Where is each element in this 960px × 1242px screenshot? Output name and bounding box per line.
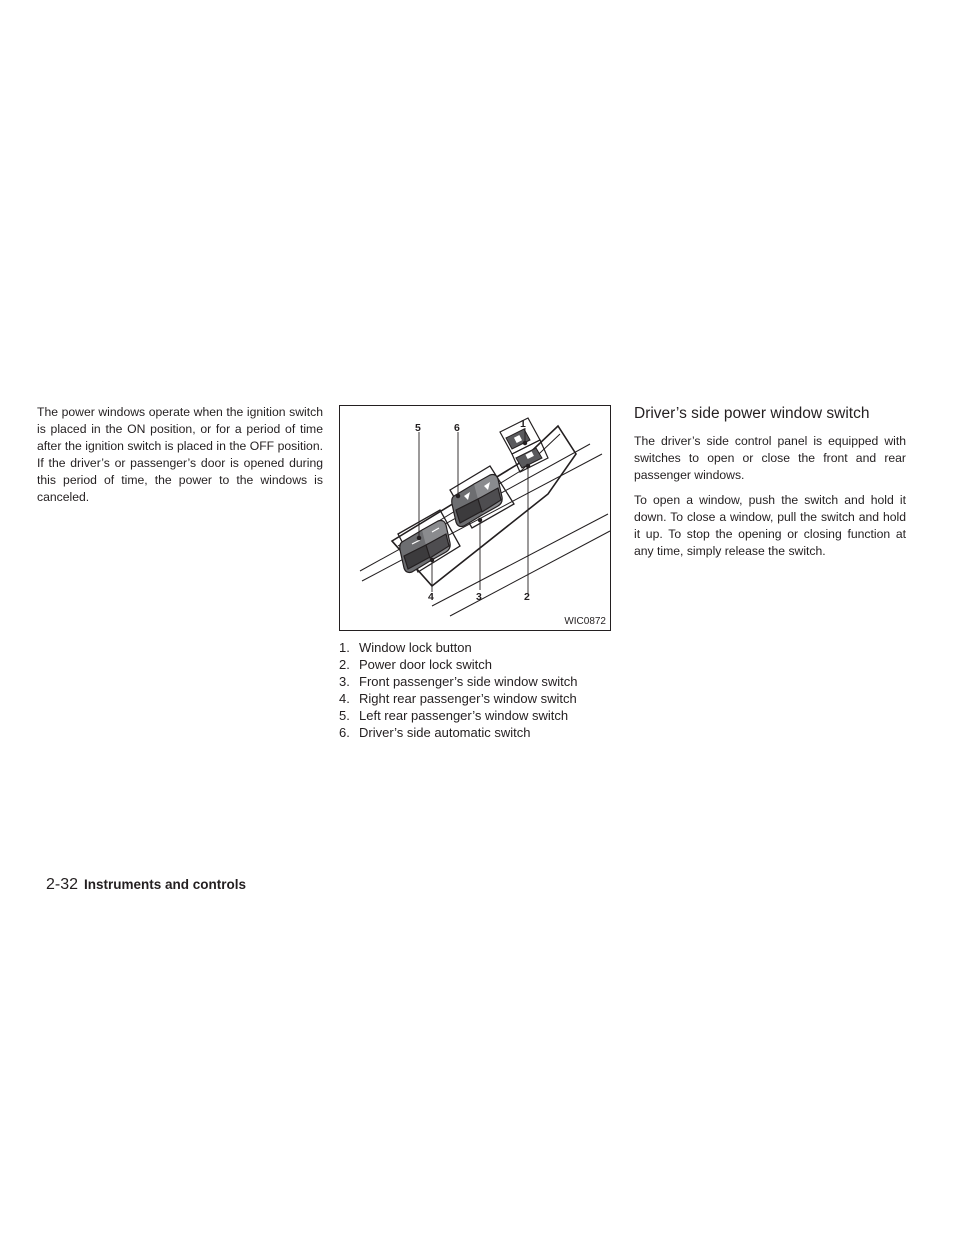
legend-number: 4. [339, 690, 350, 706]
section-name: Instruments and controls [84, 877, 247, 892]
legend-text: Driver’s side automatic switch [359, 724, 531, 740]
window-switch-figure [339, 405, 611, 631]
callout-3: 3 [476, 591, 482, 603]
legend-item [339, 674, 615, 691]
body-paragraph: The driver’s side control panel is equipped with switches to open or close the front and rear passenger windows. [634, 434, 906, 482]
callout-1: 1 [520, 418, 526, 430]
callout-6: 6 [454, 422, 460, 434]
section-heading: Driver’s side power window switch [634, 405, 870, 422]
legend-text: Front passenger’s side window switch [359, 673, 578, 689]
callout-2: 2 [524, 591, 530, 603]
callout-5: 5 [415, 422, 421, 434]
legend-text: Power door lock switch [359, 656, 492, 672]
legend-text: Left rear passenger’s window switch [359, 707, 569, 723]
right-column [634, 404, 906, 560]
legend-number: 6. [339, 724, 350, 740]
legend-item [339, 708, 615, 725]
body-paragraph: To open a window, push the switch and hold it down. To close a window, pull the switch and hold it up. To stop the opening or closing function at any time, simply release the switch. [634, 493, 906, 558]
figure-legend [339, 640, 615, 741]
legend-number: 5. [339, 707, 350, 723]
figure-code: WIC0872 [564, 616, 606, 627]
legend-item [339, 725, 615, 742]
legend-item [339, 657, 615, 674]
legend-number: 2. [339, 656, 350, 672]
legend-item [339, 640, 615, 657]
intro-paragraph: The power windows operate when the ignition switch is placed in the ON position, or for a period of time after the ignition switch is placed in the OFF position. If the driver’s or passenger’s door is opened during this period of time, the power to the windows is canceled. [37, 405, 323, 504]
middle-column [339, 405, 615, 741]
legend-text: Window lock button [359, 640, 472, 655]
legend-number: 1. [339, 640, 350, 655]
callout-4: 4 [428, 591, 434, 603]
page-footer [46, 876, 246, 894]
page-number: 2-32 [46, 876, 79, 893]
legend-number: 3. [339, 673, 350, 689]
legend-text: Right rear passenger’s window switch [359, 690, 577, 706]
legend-item [339, 691, 615, 708]
left-column [37, 404, 323, 506]
